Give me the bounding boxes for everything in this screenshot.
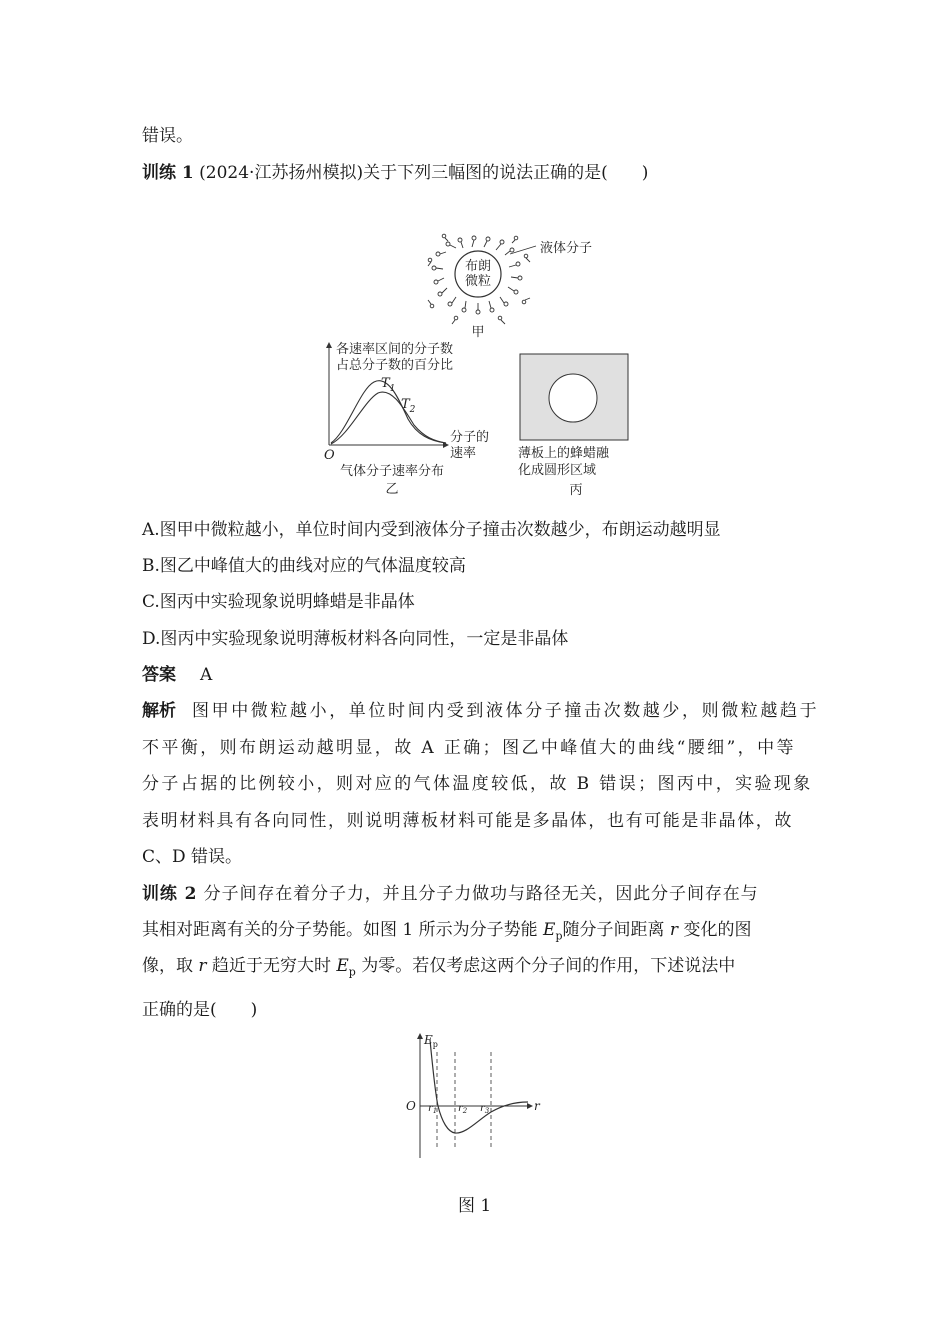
symbol-r: r <box>198 956 207 976</box>
text-span: 分子间存在着分子力，并且分子力做功与路径无关，因此分子间存在与 <box>197 884 759 904</box>
text-span: 变化的图 <box>678 920 752 940</box>
r1-label: $r_1$ <box>428 1103 438 1115</box>
origin-label: O <box>324 448 335 463</box>
explanation-line <box>142 772 813 796</box>
particle-label: 布朗 <box>464 259 492 274</box>
option-c <box>142 590 415 614</box>
figure-caption: 丙 <box>569 483 583 498</box>
text-span: 像，取 <box>142 956 199 976</box>
symbol-e: E <box>336 956 349 976</box>
y-axis-label: 各速率区间的分子数 <box>336 342 454 357</box>
text-span: C.图丙中实验现象说明蜂蜡是非晶体 <box>142 592 415 612</box>
particle-label: 微粒 <box>464 274 492 289</box>
text-span: 其相对距离有关的分子势能。如图 1 所示为分子势能 <box>142 920 544 940</box>
answer-label: 答案 <box>142 665 176 685</box>
figure-bing-wax-plate <box>516 352 636 500</box>
figure-caption: 乙 <box>385 482 399 497</box>
text-span: 图甲中微粒越小，单位时间内受到液体分子撞击次数越少，则微粒越趋于 <box>192 701 820 721</box>
text-span: C、D 错误。 <box>142 847 243 867</box>
text-span: D.图丙中实验现象说明薄板材料各向同性，一定是非晶体 <box>142 629 569 649</box>
text-span: 为零。若仅考虑这两个分子间的作用，下述说法中 <box>355 956 736 976</box>
figure-jia-brownian <box>426 232 602 340</box>
y-axis-label: 占总分子数的百分比 <box>336 358 454 373</box>
option-b <box>142 554 466 578</box>
text-span: (2024·江苏扬州模拟)关于下列三幅图的说法正确的是( ) <box>193 163 649 183</box>
exercise-1-label: 训练 1 <box>142 163 194 183</box>
figure-description: 化成圆形区域 <box>518 463 597 478</box>
ep-axis-label: $E_p$ <box>424 1033 438 1049</box>
text-span: 图 1 <box>458 1196 492 1216</box>
figure-caption: 甲 <box>471 325 485 340</box>
x-axis-label: 分子的 <box>450 430 490 445</box>
figure-1-caption <box>458 1194 491 1218</box>
explanation-label: 解析 <box>142 701 176 721</box>
r-axis-label: r <box>534 1099 540 1113</box>
figure-1-potential-energy <box>398 1030 550 1162</box>
text-span: 表明材料具有各向同性，则说明薄板材料可能是多晶体，也有可能是非晶体，故 <box>142 811 793 831</box>
text-span: 错误。 <box>142 126 193 146</box>
exercise-1-stem <box>142 161 648 185</box>
explanation-line <box>142 809 793 833</box>
symbol-p-subscript: p <box>555 929 563 943</box>
symbol-e: E <box>543 920 556 940</box>
figure-subtitle: 气体分子速率分布 <box>339 464 445 479</box>
figure-description: 薄板上的蜂蜡融 <box>518 446 610 461</box>
curve-t1-label: $T_1$ <box>381 376 396 394</box>
origin-label: O <box>406 1099 416 1113</box>
text-span: A.图甲中微粒越小，单位时间内受到液体分子撞击次数越少，布朗运动越明显 <box>142 520 721 540</box>
exercise-2-stem <box>142 918 751 948</box>
answer-line <box>142 663 212 687</box>
r2-label: $r_2$ <box>458 1103 468 1115</box>
text-span: 随分子间距离 <box>562 920 670 940</box>
x-axis-label: 速率 <box>450 446 477 461</box>
figure-yi-speed-distribution <box>312 337 512 499</box>
exercise-2-label: 训练 2 <box>142 884 198 904</box>
explanation-line <box>142 699 820 723</box>
explanation-line <box>142 736 796 760</box>
text-line <box>142 124 193 148</box>
text-span: 正确的是( ) <box>142 1000 258 1020</box>
r3-label: $r_3$ <box>480 1103 490 1115</box>
melted-wax-circle <box>549 374 597 422</box>
exercise-2-stem <box>142 998 257 1022</box>
curve-t2 <box>331 392 446 444</box>
option-d <box>142 627 568 651</box>
curve-t2-label: $T_2$ <box>401 397 416 415</box>
symbol-r: r <box>669 920 679 940</box>
text-span: 分子占据的比例较小，则对应的气体温度较低，故 B 错误；图丙中，实验现象 <box>142 774 813 794</box>
exercise-2-stem <box>142 882 759 906</box>
answer-value: A <box>200 665 213 685</box>
liquid-molecule-label: 液体分子 <box>540 241 593 256</box>
symbol-p-subscript: p <box>348 965 356 979</box>
option-a <box>142 518 721 542</box>
text-span: 不平衡，则布朗运动越明显，故 A 正确；图乙中峰值大的曲线“腰细”，中等 <box>142 738 796 758</box>
text-span: B.图乙中峰值大的曲线对应的气体温度较高 <box>142 556 466 576</box>
exercise-2-stem <box>142 954 735 984</box>
ep-curve <box>430 1040 528 1133</box>
explanation-line <box>142 845 242 869</box>
text-span: 趋近于无穷大时 <box>206 956 337 976</box>
